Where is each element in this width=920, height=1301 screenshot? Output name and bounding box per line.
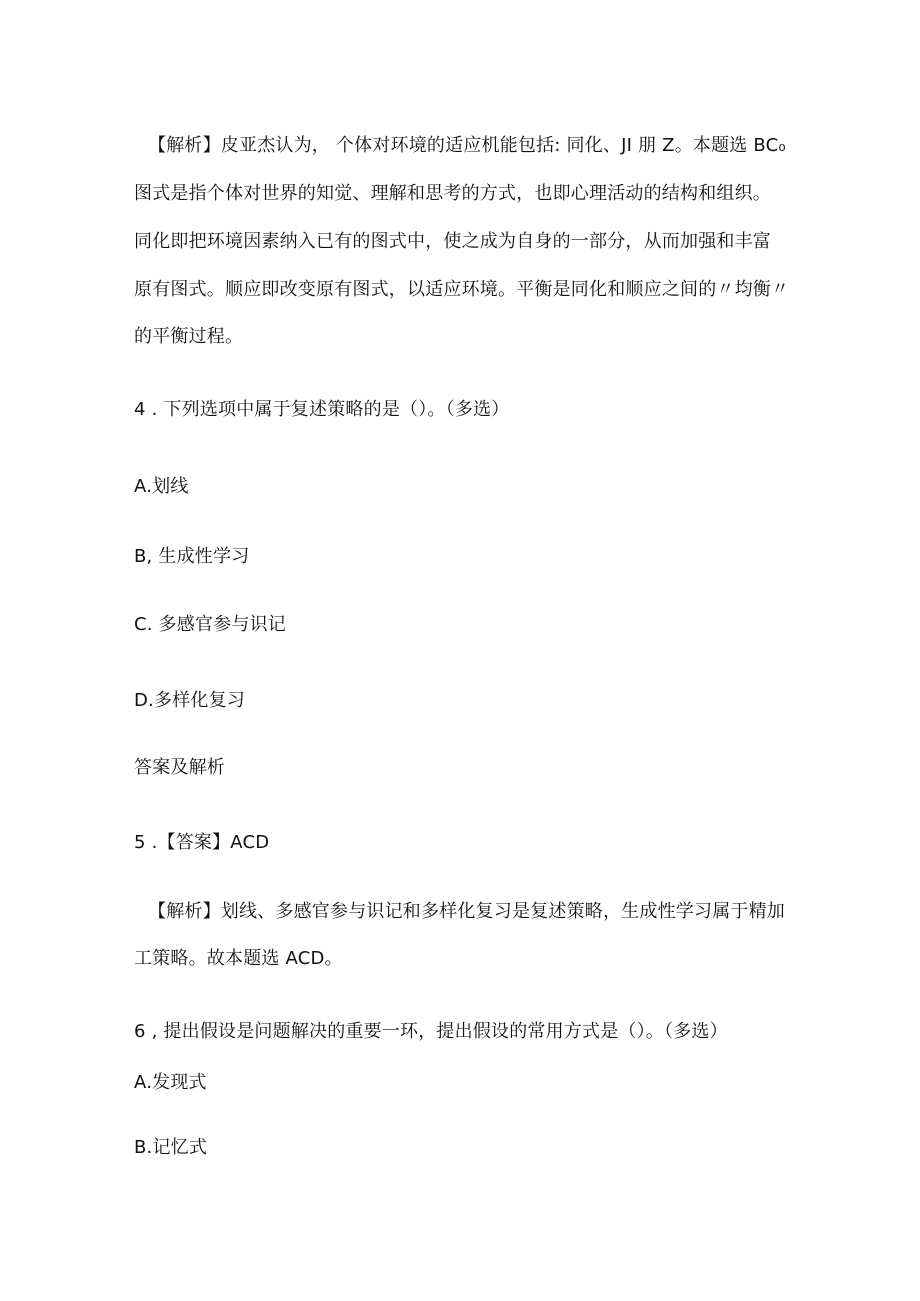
answer-section-title: 答案及解析 — [134, 757, 225, 778]
analysis-line-3: 同化即把环境因素纳入已有的图式中，使之成为自身的一部分，从而加强和丰富 — [134, 231, 771, 252]
question-4-option-c: C. 多感官参与识记 — [134, 614, 287, 635]
question-6-stem: 6 , 提出假设是问题解决的重要一环，提出假设的常用方式是（）。（多选） — [134, 1021, 728, 1042]
answer-5-analysis-line-1: 【解析】划线、多感官参与识记和多样化复习是复述策略，生成性学习属于精加 — [148, 901, 785, 922]
analysis-line-4: 原有图式。顺应即改变原有图式，以适应环境。平衡是同化和顺应之间的〃均衡〃 — [134, 279, 790, 300]
answer-5-label: 5 .【答案】ACD — [134, 832, 270, 853]
question-6-option-a: A.发现式 — [134, 1072, 207, 1093]
answer-5-analysis-line-2: 工策略。故本题选 ACD。 — [134, 948, 343, 969]
analysis-line-5: 的平衡过程。 — [134, 326, 244, 347]
question-4-option-d: D.多样化复习 — [134, 690, 245, 711]
analysis-line-2: 图式是指个体对世界的知觉、理解和思考的方式，也即心理活动的结构和组织。 — [134, 183, 771, 204]
analysis-line-1: 【解析】皮亚杰认为， 个体对环境的适应机能包括: 同化、JI 朋 Z。本题选 BC₀ — [148, 135, 786, 156]
question-6-option-b: B.记忆式 — [134, 1137, 208, 1158]
question-4-option-b: B, 生成性学习 — [134, 546, 250, 567]
question-4-stem: 4 . 下列选项中属于复述策略的是（）。（多选） — [134, 399, 510, 420]
question-4-option-a: A.划线 — [134, 476, 189, 497]
